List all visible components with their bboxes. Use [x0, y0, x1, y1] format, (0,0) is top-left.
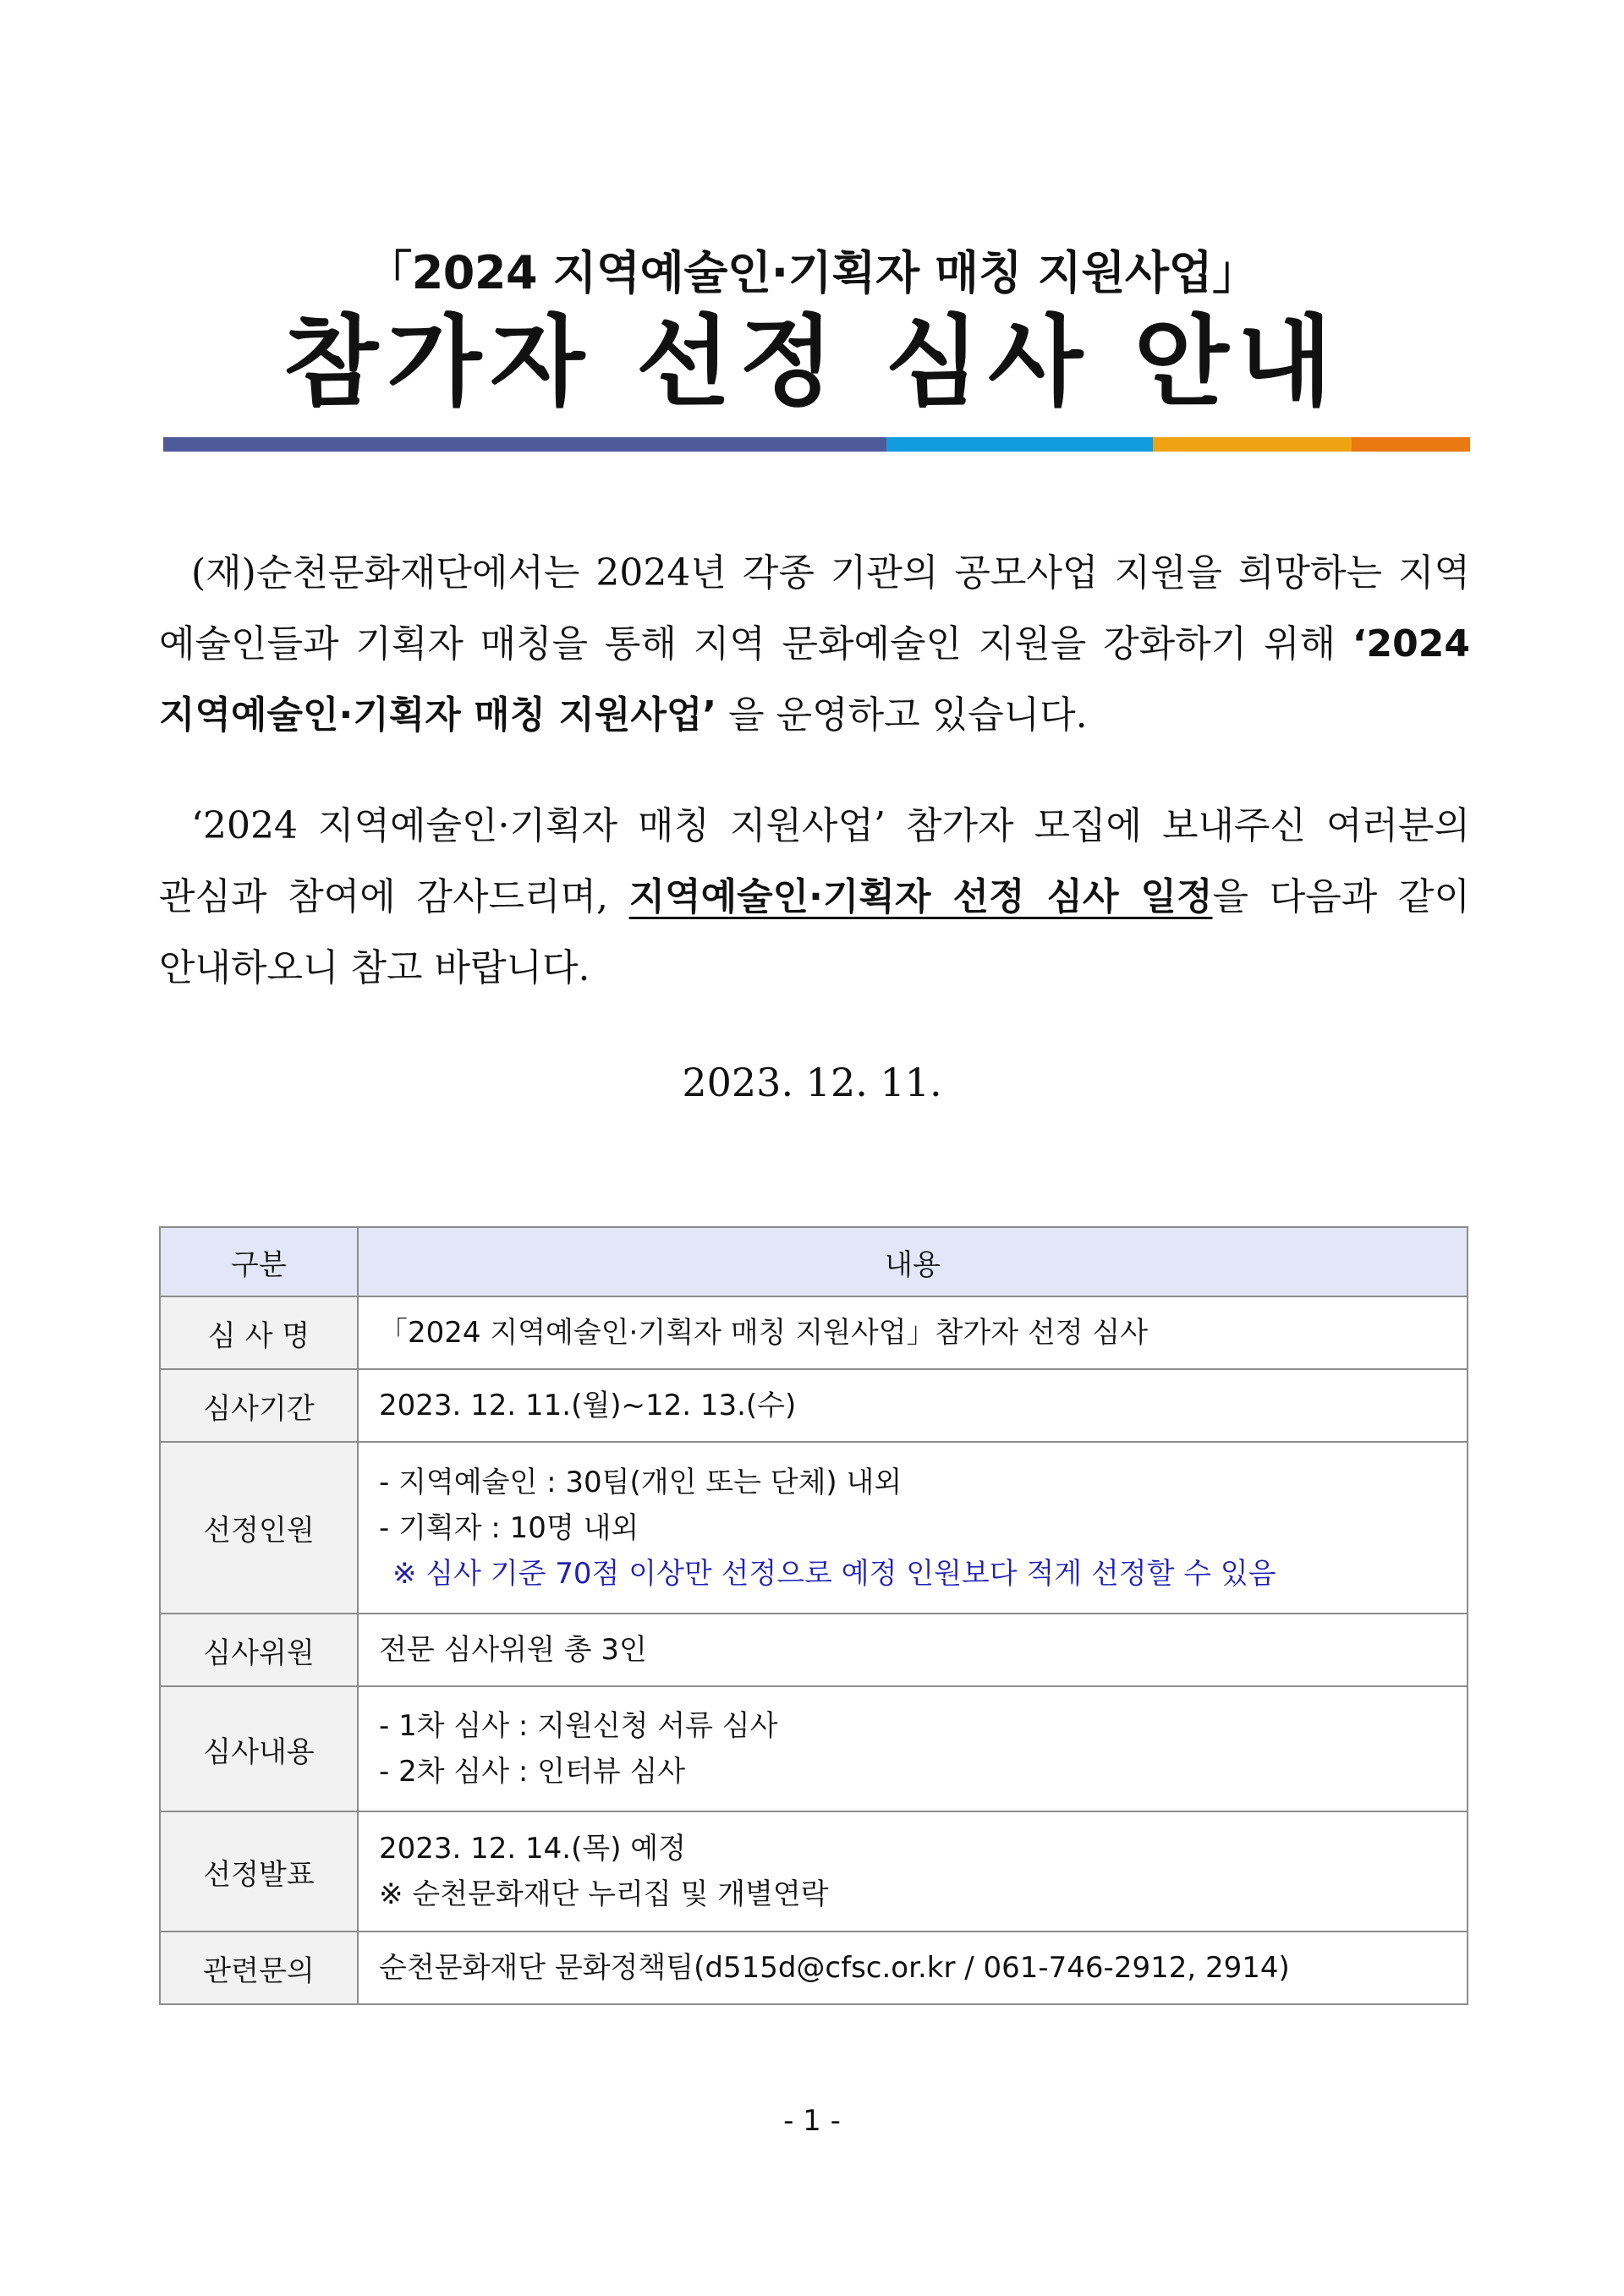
document-title: 참가자 선정 심사 안내 [283, 305, 1341, 419]
title-block [0, 244, 1624, 419]
title-color-bar [163, 437, 1470, 452]
row-content: 「2024 지역예술인·기획자 매칭 지원사업」참가자 선정 심사 [358, 1296, 1468, 1369]
row-label: 심사위원 [160, 1614, 358, 1686]
row-label: 선정인원 [160, 1442, 358, 1614]
row-content: 순천문화재단 문화정책팀(d515d@cfsc.or.kr / 061-746-2912, 2914) [358, 1932, 1468, 2004]
selection-note: ※ 심사 기준 70점 이상만 선정으로 예정 인원보다 적게 선정할 수 있음 [392, 1556, 1276, 1591]
intro-paragraph-2 [159, 791, 1470, 1004]
bar-segment-navy [163, 437, 886, 452]
row-label: 심사내용 [160, 1686, 358, 1811]
p1-line1: (재)순천문화재단에서는 2024년 각종 기관의 공모사업 지원을 희망하는 지역 [191, 551, 1470, 595]
row-content: - 1차 심사 : 지원신청 서류 심사 - 2차 심사 : 인터뷰 심사 [358, 1686, 1468, 1811]
p2-line2-text: 관심과 참여에 감사드리며, [159, 875, 629, 918]
p1-line3 [159, 680, 1470, 751]
p2-line2-text-end: 을 다음과 같이 [1212, 875, 1470, 918]
row-content: 전문 심사위원 총 3인 [358, 1614, 1468, 1686]
table-row [160, 1686, 1468, 1811]
intro-paragraph-1 [159, 538, 1470, 751]
row-label: 심사기간 [160, 1369, 358, 1442]
row-label: 관련문의 [160, 1932, 358, 2004]
bar-segment-blue [886, 437, 1153, 452]
row-content: 2023. 12. 14.(목) 예정 ※ 순천문화재단 누리집 및 개별연락 [358, 1811, 1468, 1932]
table-row [160, 1932, 1468, 2004]
table-header-category: 구분 [160, 1227, 358, 1296]
p1-line3-bold: 지역예술인·기획자 매칭 지원사업’ [159, 693, 717, 737]
p1-line2-bold: ‘2024 [1352, 622, 1470, 666]
p1-line2-text: 예술인들과 기획자 매칭을 통해 지역 문화예술인 지원을 강화하기 위해 [159, 622, 1336, 666]
p1-line3-text: 을 운영하고 있습니다. [716, 693, 1088, 737]
p2-line3: 안내하오니 참고 바랍니다. [159, 946, 590, 989]
row-label: 선정발표 [160, 1811, 358, 1932]
row-content: 2023. 12. 11.(월)~12. 13.(수) [358, 1369, 1468, 1442]
bar-segment-orange [1352, 437, 1470, 452]
table-row [160, 1442, 1468, 1614]
review-info-table [159, 1226, 1468, 2005]
table-row [160, 1369, 1468, 1442]
p1-line2 [159, 609, 1470, 680]
p2-line1: ‘2024 지역예술인·기획자 매칭 지원사업’ 참가자 모집에 보내주신 여러분의 [191, 804, 1470, 847]
p2-line2-underlined: 지역예술인·기획자 선정 심사 일정 [628, 875, 1213, 918]
p2-line2 [159, 862, 1470, 933]
table-row [160, 1296, 1468, 1369]
row-content: - 지역예술인 : 30팀(개인 또는 단체) 내외 - 기획자 : 10명 내외 ※ 심사 기준 70점 이상만 선정으로 예정 인원보다 적게 선정할 수 있음 [358, 1442, 1468, 1614]
document-date: 2023. 12. 11. [682, 1060, 942, 1105]
table-row [160, 1614, 1468, 1686]
table-row [160, 1811, 1468, 1932]
row-label: 심 사 명 [160, 1296, 358, 1369]
page-number: - 1 - [783, 2104, 841, 2138]
table-header-row [160, 1227, 1468, 1296]
document-subtitle: 「2024 지역예술인·기획자 매칭 지원사업」 [366, 246, 1258, 299]
bar-segment-yellow [1153, 437, 1352, 452]
table-header-content: 내용 [358, 1227, 1468, 1296]
